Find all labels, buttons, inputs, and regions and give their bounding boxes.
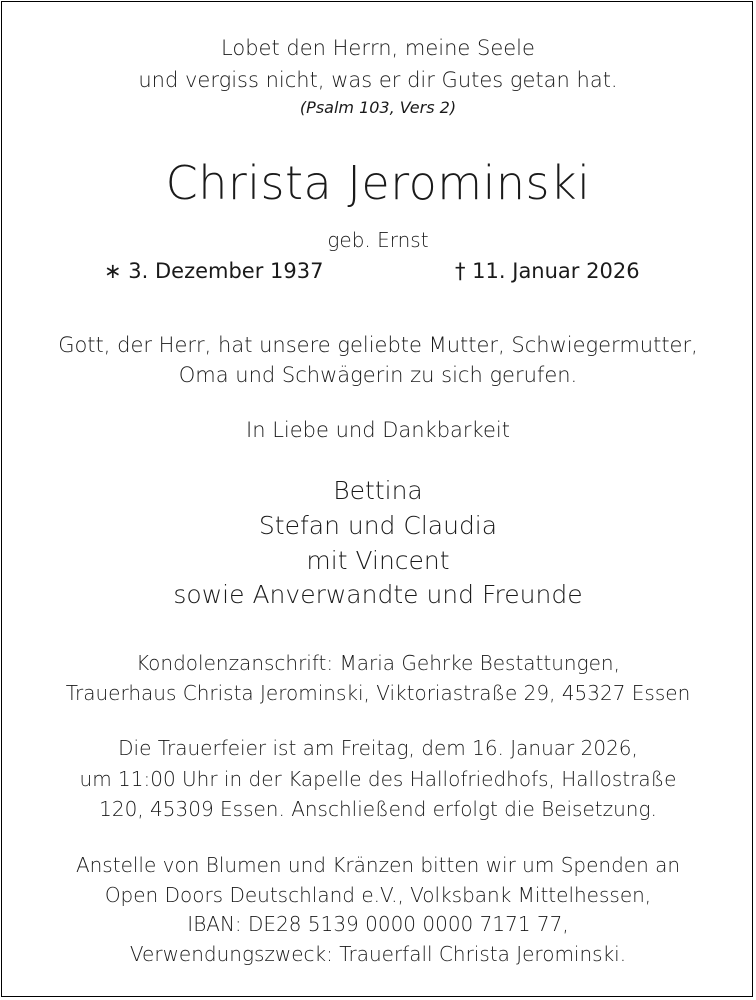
motto-line-2: und vergiss nicht, was er dir Gutes getan hat. (138, 68, 618, 92)
condolence-line-2: Trauerhaus Christa Jerominski, Viktoriastraße 29, 45327 Essen (65, 681, 691, 705)
funeral-line-2: um 11:00 Uhr in der Kapelle des Hallofriedhofs, Hallostraße (79, 767, 677, 791)
funeral-line-3: 120, 45309 Essen. Anschließend erfolgt die Beisetzung. (99, 797, 657, 821)
birth-name: geb. Ernst (327, 228, 429, 252)
mourner-2: Stefan und Claudia (258, 511, 498, 540)
donation-line-1: Anstelle von Blumen und Kränzen bitten wir um Spenden an (75, 853, 681, 877)
announcement-line-1: Gott, der Herr, hat unsere geliebte Mutter, Schwiegermutter, (58, 333, 698, 357)
death-date: † 11. Januar 2026 (455, 259, 640, 283)
funeral-line-1: Die Trauerfeier ist am Freitag, dem 16. Januar 2026, (118, 736, 638, 760)
motto-line-1: Lobet den Herrn, meine Seele (221, 36, 535, 60)
motto-source: (Psalm 103, Vers 2) (299, 98, 457, 117)
deceased-name: Christa Jerominski (165, 156, 591, 210)
announcement-line-2: Oma und Schwägerin zu sich gerufen. (178, 363, 578, 387)
mourner-4: sowie Anverwandte und Freunde (173, 580, 583, 609)
birth-date: ∗ 3. Dezember 1937 (104, 259, 324, 283)
closing-phrase: In Liebe und Dankbarkeit (246, 418, 510, 442)
donation-line-4: Verwendungszweck: Trauerfall Christa Jerominski. (129, 942, 627, 966)
condolence-line-1: Kondolenzanschrift: Maria Gehrke Bestattungen, (136, 651, 620, 675)
mourner-3: mit Vincent (306, 546, 450, 575)
donation-line-3: IBAN: DE28 5139 0000 0000 7171 77, (187, 912, 569, 936)
mourner-1: Bettina (333, 476, 423, 505)
donation-line-2: Open Doors Deutschland e.V., Volksbank Mittelhessen, (104, 883, 652, 907)
